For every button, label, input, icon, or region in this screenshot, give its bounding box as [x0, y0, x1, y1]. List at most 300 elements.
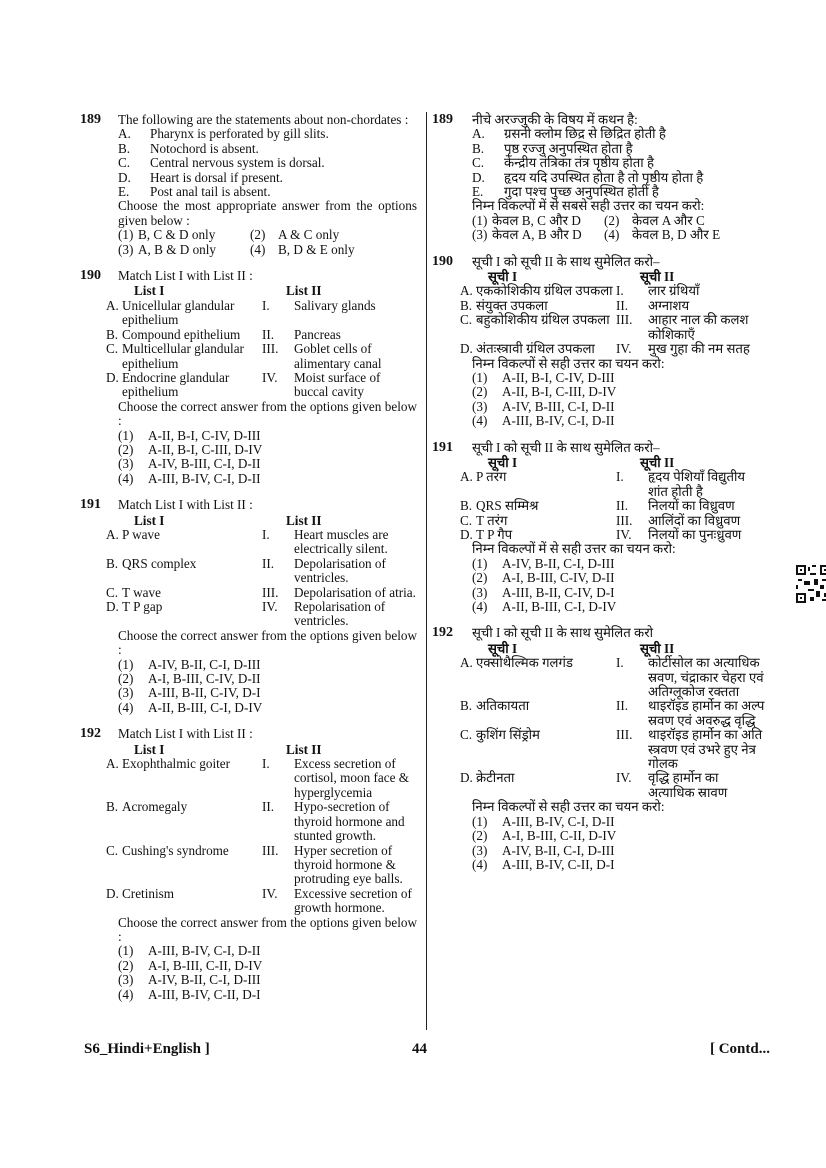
list-ii-label: III. — [616, 312, 633, 328]
option-text: A-II, B-I, C-IV, D-III — [148, 427, 261, 443]
option-number: (4) — [472, 856, 488, 872]
option-number: (3) — [472, 584, 488, 600]
match-row — [106, 341, 417, 371]
option-number: (2) — [118, 957, 134, 973]
list-i-item: अतिकायता — [476, 698, 530, 714]
option-number: (2) — [472, 570, 488, 586]
question-stem: Match List I with List II : — [118, 726, 253, 742]
match-row — [460, 312, 768, 342]
statement-label: B. — [472, 140, 485, 156]
list-i-item: Exophthalmic goiter — [122, 756, 231, 772]
question-number: 190 — [432, 253, 453, 269]
list-i-label: A. — [106, 756, 119, 772]
list-ii-item: Heart muscles are electrically silent. — [294, 526, 389, 557]
question-stem: सूची I को सूची II के साथ सुमेलित करो– — [472, 253, 660, 269]
match-table-header — [118, 743, 417, 757]
option-number: (2) — [472, 384, 488, 400]
option-text: A-I, B-III, C-IV, D-II — [502, 570, 615, 586]
list-i-item: T P gap — [122, 599, 163, 614]
option-number: (1) — [118, 943, 134, 959]
statement-item — [118, 156, 417, 170]
option-number: (2) — [250, 227, 266, 243]
list-i-label: D. — [106, 885, 119, 901]
option-text: A-II, B-I, C-IV, D-III — [502, 369, 615, 385]
option-text: A-III, B-II, C-IV, D-I — [148, 685, 261, 701]
list-ii-heading: List II — [286, 741, 322, 757]
question-189 — [80, 112, 417, 257]
statement-text: Central nervous system is dorsal. — [150, 155, 325, 171]
list-i-item: T तरंग — [476, 512, 508, 528]
match-row — [460, 341, 768, 357]
list-i-label: B. — [106, 555, 119, 571]
match-row — [460, 498, 768, 514]
list-ii-label: II. — [616, 498, 629, 514]
answer-option — [472, 385, 768, 399]
question-body — [106, 497, 417, 715]
instruction: निम्न विकल्पों में से सबसे सही उत्तर का चयन करो: — [472, 198, 705, 214]
question-191 — [432, 439, 768, 615]
page-number: 44 — [412, 1041, 427, 1057]
list-ii-item: आहार नाल की कलश कोशिकाएँ — [648, 312, 749, 342]
list-ii-item: Depolarisation of atria. — [294, 584, 416, 600]
question-190 — [432, 253, 768, 429]
list-ii-label: II. — [262, 555, 275, 571]
list-i-label: A. — [106, 297, 119, 313]
statement-label: D. — [472, 169, 485, 185]
match-row — [106, 555, 417, 586]
answer-option — [472, 600, 768, 614]
answer-options — [118, 658, 417, 716]
option-text: A-II, B-I, C-III, D-IV — [502, 384, 617, 400]
list-i-heading: List I — [134, 741, 165, 757]
match-table-header — [472, 456, 768, 470]
list-i-label: B. — [106, 326, 119, 342]
answer-option — [472, 371, 768, 385]
list-ii-item: लार ग्रंथियाँ — [648, 283, 700, 299]
list-ii-item: निलयों का विध्रुवण — [648, 498, 735, 514]
list-ii-label: IV. — [616, 526, 632, 542]
option-number: (4) — [250, 241, 266, 257]
list-ii-label: II. — [616, 297, 629, 313]
match-row — [106, 297, 417, 328]
statement-text: गुदा पश्च पुच्छ अनुपस्थित होती है — [504, 184, 659, 200]
answer-options — [118, 944, 417, 1002]
list-ii-label: II. — [616, 698, 629, 714]
match-table — [106, 283, 417, 400]
list-i-heading: सूची I — [488, 454, 518, 470]
instruction: निम्न विकल्पों से सही उत्तर का चयन करो: — [472, 799, 665, 815]
statement-item — [472, 142, 768, 156]
option-text: A-I, B-III, C-II, D-IV — [148, 957, 263, 973]
question-stem: नीचे अरज्जुकी के विषय में कथन है: — [472, 112, 638, 127]
match-table — [460, 640, 768, 800]
answer-option — [118, 429, 417, 443]
list-ii-item: Goblet cells of alimentary canal — [294, 341, 382, 371]
answer-option — [118, 959, 417, 973]
statement-text: केन्द्रीय तंत्रिका तंत्र पृष्ठीय होता है — [504, 155, 654, 171]
match-row — [106, 369, 417, 400]
option-text: A-IV, B-III, C-I, D-II — [502, 398, 615, 414]
match-row — [106, 584, 417, 600]
option-number: (3) — [472, 398, 488, 414]
match-row — [460, 297, 768, 313]
list-ii-label: I. — [616, 283, 624, 299]
footer-continued: [ Contd... — [709, 1041, 770, 1057]
list-i-label: D. — [460, 526, 473, 542]
statement-text: पृष्ठ रज्जु अनुपस्थित होता है — [504, 140, 633, 156]
question-body — [106, 726, 417, 1002]
option-number: (4) — [472, 413, 488, 429]
answer-option — [118, 973, 417, 987]
list-ii-label: I. — [262, 297, 270, 313]
list-ii-label: II. — [262, 326, 275, 342]
list-i-label: D. — [460, 770, 473, 786]
list-ii-item: Hyper secretion of thyroid hormone & protruding eye balls. — [294, 842, 403, 887]
answer-options — [118, 228, 417, 257]
list-i-label: D. — [106, 369, 119, 385]
list-ii-label: IV. — [262, 885, 278, 901]
statement-label: C. — [472, 155, 485, 171]
option-text: A-IV, B-II, C-I, D-III — [502, 842, 615, 858]
list-i-heading: सूची I — [488, 269, 518, 285]
match-row — [460, 283, 768, 299]
list-i-item: Cretinism — [122, 885, 175, 901]
question-stem: Match List I with List II : — [118, 268, 253, 284]
list-ii-item: Excessive secretion of growth hormone. — [294, 885, 412, 916]
match-row — [460, 770, 768, 800]
list-i-label: C. — [460, 727, 473, 743]
question-stem: Match List I with List II : — [118, 497, 253, 513]
answer-option — [472, 571, 768, 585]
list-i-item: Compound epithelium — [122, 326, 241, 342]
option-number: (1) — [118, 656, 134, 672]
qr-code-icon — [796, 565, 826, 603]
answer-options — [118, 429, 417, 487]
list-ii-item: Repolarisation of ventricles. — [294, 599, 386, 629]
list-ii-label: I. — [616, 655, 624, 671]
option-number: (4) — [604, 227, 620, 243]
option-number: (2) — [604, 212, 620, 228]
list-ii-item: Hypo-secretion of thyroid hormone and stunted growth. — [294, 799, 405, 844]
list-ii-item: Pancreas — [294, 326, 341, 342]
option-text: A-I, B-III, C-II, D-IV — [502, 828, 617, 844]
list-i-label: C. — [106, 842, 119, 858]
match-row — [106, 526, 417, 557]
list-ii-heading: List II — [286, 283, 322, 299]
list-i-label: B. — [106, 799, 119, 815]
list-i-item: Endocrine glandular epithelium — [122, 369, 230, 400]
list-ii-label: III. — [262, 584, 279, 600]
list-ii-label: I. — [262, 526, 270, 542]
option-number: (1) — [118, 227, 134, 243]
list-i-item: अंतःस्त्रावी ग्रंथिल उपकला — [476, 341, 595, 357]
option-text: A-II, B-I, C-III, D-IV — [148, 441, 263, 457]
option-number: (4) — [118, 986, 134, 1002]
option-number: (4) — [118, 699, 134, 715]
answer-option — [118, 658, 417, 672]
question-189 — [432, 112, 768, 243]
answer-option — [118, 672, 417, 686]
question-body — [106, 268, 417, 486]
list-ii-label: IV. — [262, 369, 278, 385]
option-text: केवल B, D और E — [632, 227, 721, 243]
statement-list — [118, 127, 417, 199]
list-ii-label: III. — [616, 727, 633, 743]
list-ii-item: कोर्टीसोल का अत्याधिक स्रवण, चंद्राकार चेहरा एवं अतिग्लूकोज रक्तता — [648, 655, 764, 700]
list-ii-item: वृद्धि हार्मोन का अत्याधिक स्रावण — [648, 770, 728, 800]
list-i-item: संयुक्त उपकला — [476, 297, 548, 313]
list-i-item: Cushing's syndrome — [122, 842, 229, 858]
statement-label: C. — [118, 155, 131, 171]
option-number: (3) — [472, 227, 488, 243]
answer-options — [472, 557, 768, 615]
question-192 — [432, 625, 768, 872]
option-number: (3) — [472, 842, 488, 858]
statement-label: A. — [118, 126, 131, 142]
match-row — [106, 326, 417, 342]
question-number: 192 — [432, 625, 453, 641]
answer-options — [472, 371, 768, 429]
match-table-header — [118, 514, 417, 528]
statement-label: B. — [118, 140, 131, 156]
option-text: A-II, B-III, C-I, D-IV — [502, 599, 617, 614]
match-row — [106, 885, 417, 916]
list-ii-item: मुख गुहा की नम सतह — [648, 341, 750, 357]
question-number: 189 — [432, 112, 453, 127]
answer-option — [118, 443, 417, 457]
option-text: A-III, B-II, C-IV, D-I — [502, 584, 615, 600]
question-stem: सूची I को सूची II के साथ सुमेलित करो– — [472, 439, 660, 455]
list-i-item: QRS complex — [122, 555, 197, 571]
match-row — [106, 799, 417, 844]
statement-item — [118, 171, 417, 185]
match-row — [460, 512, 768, 528]
option-text: केवल A और C — [632, 212, 705, 228]
option-text: केवल B, C और D — [492, 212, 581, 228]
option-text: A-III, B-IV, C-I, D-II — [148, 470, 261, 486]
statement-item — [472, 127, 768, 141]
match-row — [106, 756, 417, 800]
list-ii-label: I. — [616, 469, 624, 485]
answer-option — [472, 400, 768, 414]
list-i-label: C. — [106, 341, 119, 357]
list-i-item: एक्सोथैल्मिक गलगंड — [476, 655, 573, 671]
match-row — [460, 655, 768, 700]
option-text: A-I, B-III, C-IV, D-II — [148, 671, 261, 687]
list-ii-item: Salivary glands — [294, 297, 376, 313]
match-row — [460, 727, 768, 772]
question-body — [460, 439, 768, 615]
option-number: (4) — [118, 470, 134, 486]
option-text: A, B & D only — [138, 241, 217, 257]
match-table — [460, 454, 768, 542]
list-i-label: C. — [106, 584, 119, 600]
option-number: (2) — [118, 441, 134, 457]
list-ii-item: आलिंदों का विध्रुवण — [648, 512, 741, 528]
question-body — [460, 253, 768, 429]
list-i-label: A. — [460, 469, 473, 485]
statement-label: E. — [118, 184, 130, 200]
match-table — [106, 512, 417, 629]
list-i-label: C. — [460, 512, 473, 528]
match-table-header — [472, 270, 768, 284]
list-ii-heading: List II — [286, 512, 322, 528]
instruction: निम्न विकल्पों से सही उत्तर का चयन करो: — [472, 355, 665, 371]
match-row — [460, 698, 768, 728]
option-number: (1) — [472, 212, 488, 228]
statement-item — [118, 185, 417, 199]
option-text: A & C only — [278, 227, 340, 243]
list-i-label: A. — [460, 655, 473, 671]
answer-options — [472, 214, 768, 243]
list-i-label: B. — [460, 498, 473, 514]
list-ii-label: IV. — [616, 770, 632, 786]
option-number: (2) — [118, 671, 134, 687]
question-stem: सूची I को सूची II के साथ सुमेलित करो — [472, 625, 653, 641]
match-table-header — [118, 284, 417, 298]
statement-text: Heart is dorsal if present. — [150, 169, 283, 185]
option-text: A-IV, B-II, C-I, D-III — [148, 656, 261, 672]
statement-label: E. — [472, 184, 484, 200]
list-i-item: Acromegaly — [122, 799, 188, 815]
list-i-label: D. — [460, 341, 473, 357]
list-i-item: क्रेटीनता — [476, 770, 515, 786]
list-i-item: P wave — [122, 526, 160, 542]
list-ii-item: Depolarisation of ventricles. — [294, 555, 386, 586]
english-column — [80, 112, 417, 1014]
question-stem: The following are the statements about non-chordates : — [118, 112, 409, 127]
list-i-item: T P गैप — [476, 526, 513, 542]
statement-text: Post anal tail is absent. — [150, 184, 271, 200]
answer-option — [118, 457, 417, 471]
option-number: (1) — [472, 813, 488, 829]
match-table — [460, 269, 768, 357]
list-i-label: A. — [106, 526, 119, 542]
list-ii-label: II. — [262, 799, 275, 815]
option-text: A-III, B-IV, C-II, D-I — [148, 986, 261, 1002]
statement-item — [472, 156, 768, 170]
answer-option — [118, 944, 417, 958]
statement-item — [118, 142, 417, 156]
list-ii-item: Moist surface of buccal cavity — [294, 369, 381, 400]
option-text: A-IV, B-II, C-I, D-III — [502, 555, 615, 571]
option-text: A-IV, B-III, C-I, D-II — [148, 456, 261, 472]
answer-option — [472, 414, 768, 428]
list-i-label: B. — [460, 698, 473, 714]
list-i-item: T wave — [122, 584, 161, 600]
question-190 — [80, 268, 417, 486]
list-i-heading: सूची I — [488, 640, 518, 656]
question-body — [118, 113, 417, 257]
statement-text: ग्रसनी क्लोम छिद्र से छिद्रित होती है — [504, 126, 666, 142]
list-i-heading: List I — [134, 283, 165, 299]
answer-option — [472, 586, 768, 600]
hindi-column — [432, 112, 768, 884]
list-ii-item: थाइरॉइड हार्मोन का अति स्त्रवण एवं उभरे हुए नेत्र गोलक — [648, 727, 763, 772]
answer-options — [472, 815, 768, 873]
instruction: Choose the correct answer from the options given below : — [118, 627, 417, 658]
option-text: B, C & D only — [138, 227, 216, 243]
list-ii-item: हृदय पेशियाँ विद्युतीय शांत होती है — [648, 469, 746, 499]
question-191 — [80, 497, 417, 715]
match-row — [460, 526, 768, 542]
answer-option — [118, 701, 417, 715]
statement-text: Pharynx is perforated by gill slits. — [150, 126, 329, 142]
match-row — [106, 599, 417, 629]
list-i-item: QRS सम्मिश्र — [476, 498, 539, 514]
statement-item — [472, 185, 768, 199]
list-ii-label: I. — [262, 756, 270, 772]
list-i-label: B. — [460, 297, 473, 313]
option-text: A-IV, B-II, C-I, D-III — [148, 972, 261, 988]
answer-option — [118, 472, 417, 486]
answer-option — [472, 829, 768, 843]
list-ii-item: निलयों का पुनःध्रुवण — [648, 526, 742, 542]
question-body — [472, 113, 768, 243]
statement-text: Notochord is absent. — [150, 140, 259, 156]
option-number: (1) — [472, 555, 488, 571]
instruction: Choose the most appropriate answer from the options given below : — [118, 198, 417, 228]
list-ii-item: अग्नाशय — [648, 297, 690, 313]
option-number: (1) — [472, 369, 488, 385]
statement-list — [472, 127, 768, 199]
list-ii-heading: सूची II — [640, 640, 675, 656]
list-ii-label: III. — [262, 341, 279, 357]
instruction: निम्न विकल्पों में से सही उत्तर का चयन करो: — [472, 541, 676, 557]
list-i-heading: List I — [134, 512, 165, 528]
option-text: केवल A, B और D — [492, 227, 582, 243]
list-ii-label: IV. — [616, 341, 632, 357]
option-number: (4) — [472, 599, 488, 614]
list-i-item: बहुकोशिकीय ग्रंथिल उपकला — [476, 312, 610, 328]
answer-option — [472, 858, 768, 872]
answer-option — [118, 988, 417, 1002]
list-i-item: Unicellular glandular epithelium — [122, 297, 235, 328]
list-ii-heading: सूची II — [640, 269, 675, 285]
instruction: Choose the correct answer from the options given below : — [118, 398, 417, 429]
option-text: A-III, B-IV, C-II, D-I — [502, 856, 615, 872]
question-body — [460, 625, 768, 872]
option-number: (2) — [472, 828, 488, 844]
list-i-item: P तरंग — [476, 469, 507, 485]
option-number: (3) — [118, 972, 134, 988]
match-table — [106, 741, 417, 916]
question-number: 190 — [80, 268, 101, 284]
list-ii-item: Excess secretion of cortisol, moon face & hyperglycemia — [294, 756, 409, 800]
list-i-item: Multicellular glandular epithelium — [122, 341, 244, 371]
list-i-item: कुशिंग सिंड्रोम — [476, 727, 540, 743]
answer-option — [472, 557, 768, 571]
list-i-item: एककोशिकीय ग्रंथिल उपकला — [476, 283, 613, 299]
question-number: 191 — [432, 439, 453, 455]
match-table-header — [472, 642, 768, 656]
option-number: (3) — [118, 241, 134, 257]
question-192 — [80, 726, 417, 1002]
option-text: B, D & E only — [278, 241, 355, 257]
option-number: (3) — [118, 685, 134, 701]
option-number: (3) — [118, 456, 134, 472]
statement-item — [472, 171, 768, 185]
list-ii-label: III. — [616, 512, 633, 528]
option-text: A-III, B-IV, C-I, D-II — [502, 813, 615, 829]
instruction: Choose the correct answer from the options given below : — [118, 914, 417, 944]
option-text: A-III, B-IV, C-I, D-II — [148, 943, 261, 959]
footer-code: S6_Hindi+English ] — [84, 1041, 210, 1057]
answer-option — [472, 844, 768, 858]
statement-label: A. — [472, 126, 485, 142]
answer-option — [472, 815, 768, 829]
list-ii-heading: सूची II — [640, 454, 675, 470]
